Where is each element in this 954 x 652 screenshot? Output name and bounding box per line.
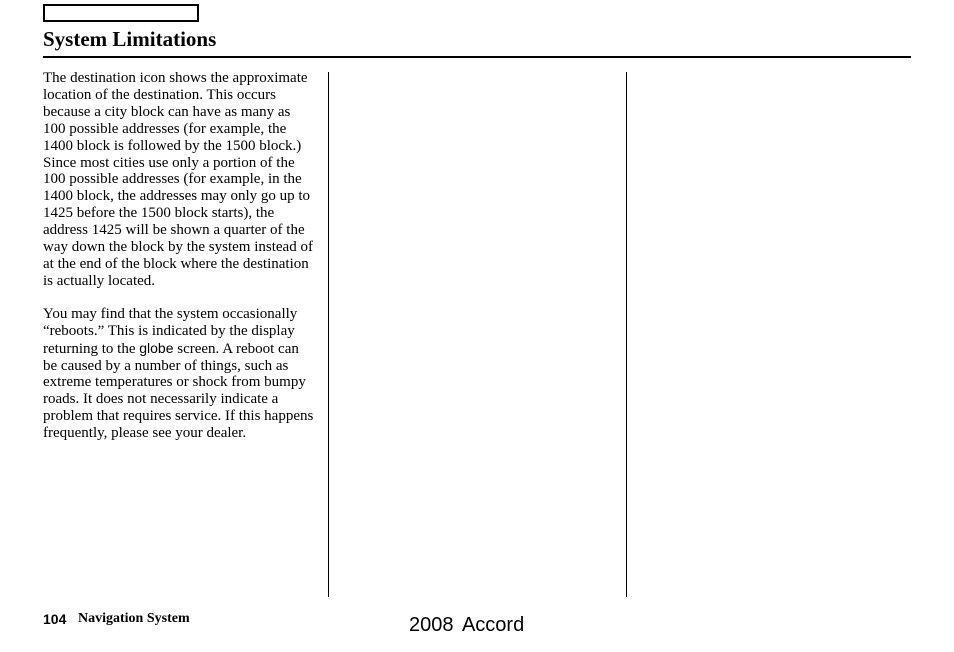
title-rule	[43, 56, 911, 58]
reboot-text-start: You may find that the system occasionally “reboots.” This is indicated by the display returning to the	[43, 305, 298, 357]
column-divider-right	[626, 72, 627, 597]
footer-section-name: Navigation System	[78, 611, 190, 626]
body-paragraph-destination: The destination icon shows the approximate location of the destination. This occurs because a city block can have as many as 100 possible addresses (for example, the 1400 block is followed by the 1500 block.) Since most cities use only a portion of the 100 possible addresses (for example, in the 1400 block, the addresses may only go up to 1425 before the 1500 block starts), the address 1425 will be shown a quarter of the way down the block by the system instead of at the end of the block where the destination is actually located.	[43, 70, 313, 289]
page-title: System Limitations	[43, 27, 217, 51]
page-number: 104	[43, 611, 67, 627]
column-divider-left	[328, 72, 329, 597]
footer-model: 2008 Accord	[409, 614, 525, 636]
body-paragraph-reboot	[43, 306, 315, 442]
body-column	[43, 70, 315, 458]
globe-keyword: globe	[139, 339, 174, 356]
reboot-text-end: screen. A reboot can be caused by a number of things, such as extreme temperatures or shock from bumpy roads. It does not necessarily indicate a problem that requires service. If this happens frequently, please see your dealer.	[43, 340, 314, 442]
header-tab-box	[43, 4, 199, 22]
